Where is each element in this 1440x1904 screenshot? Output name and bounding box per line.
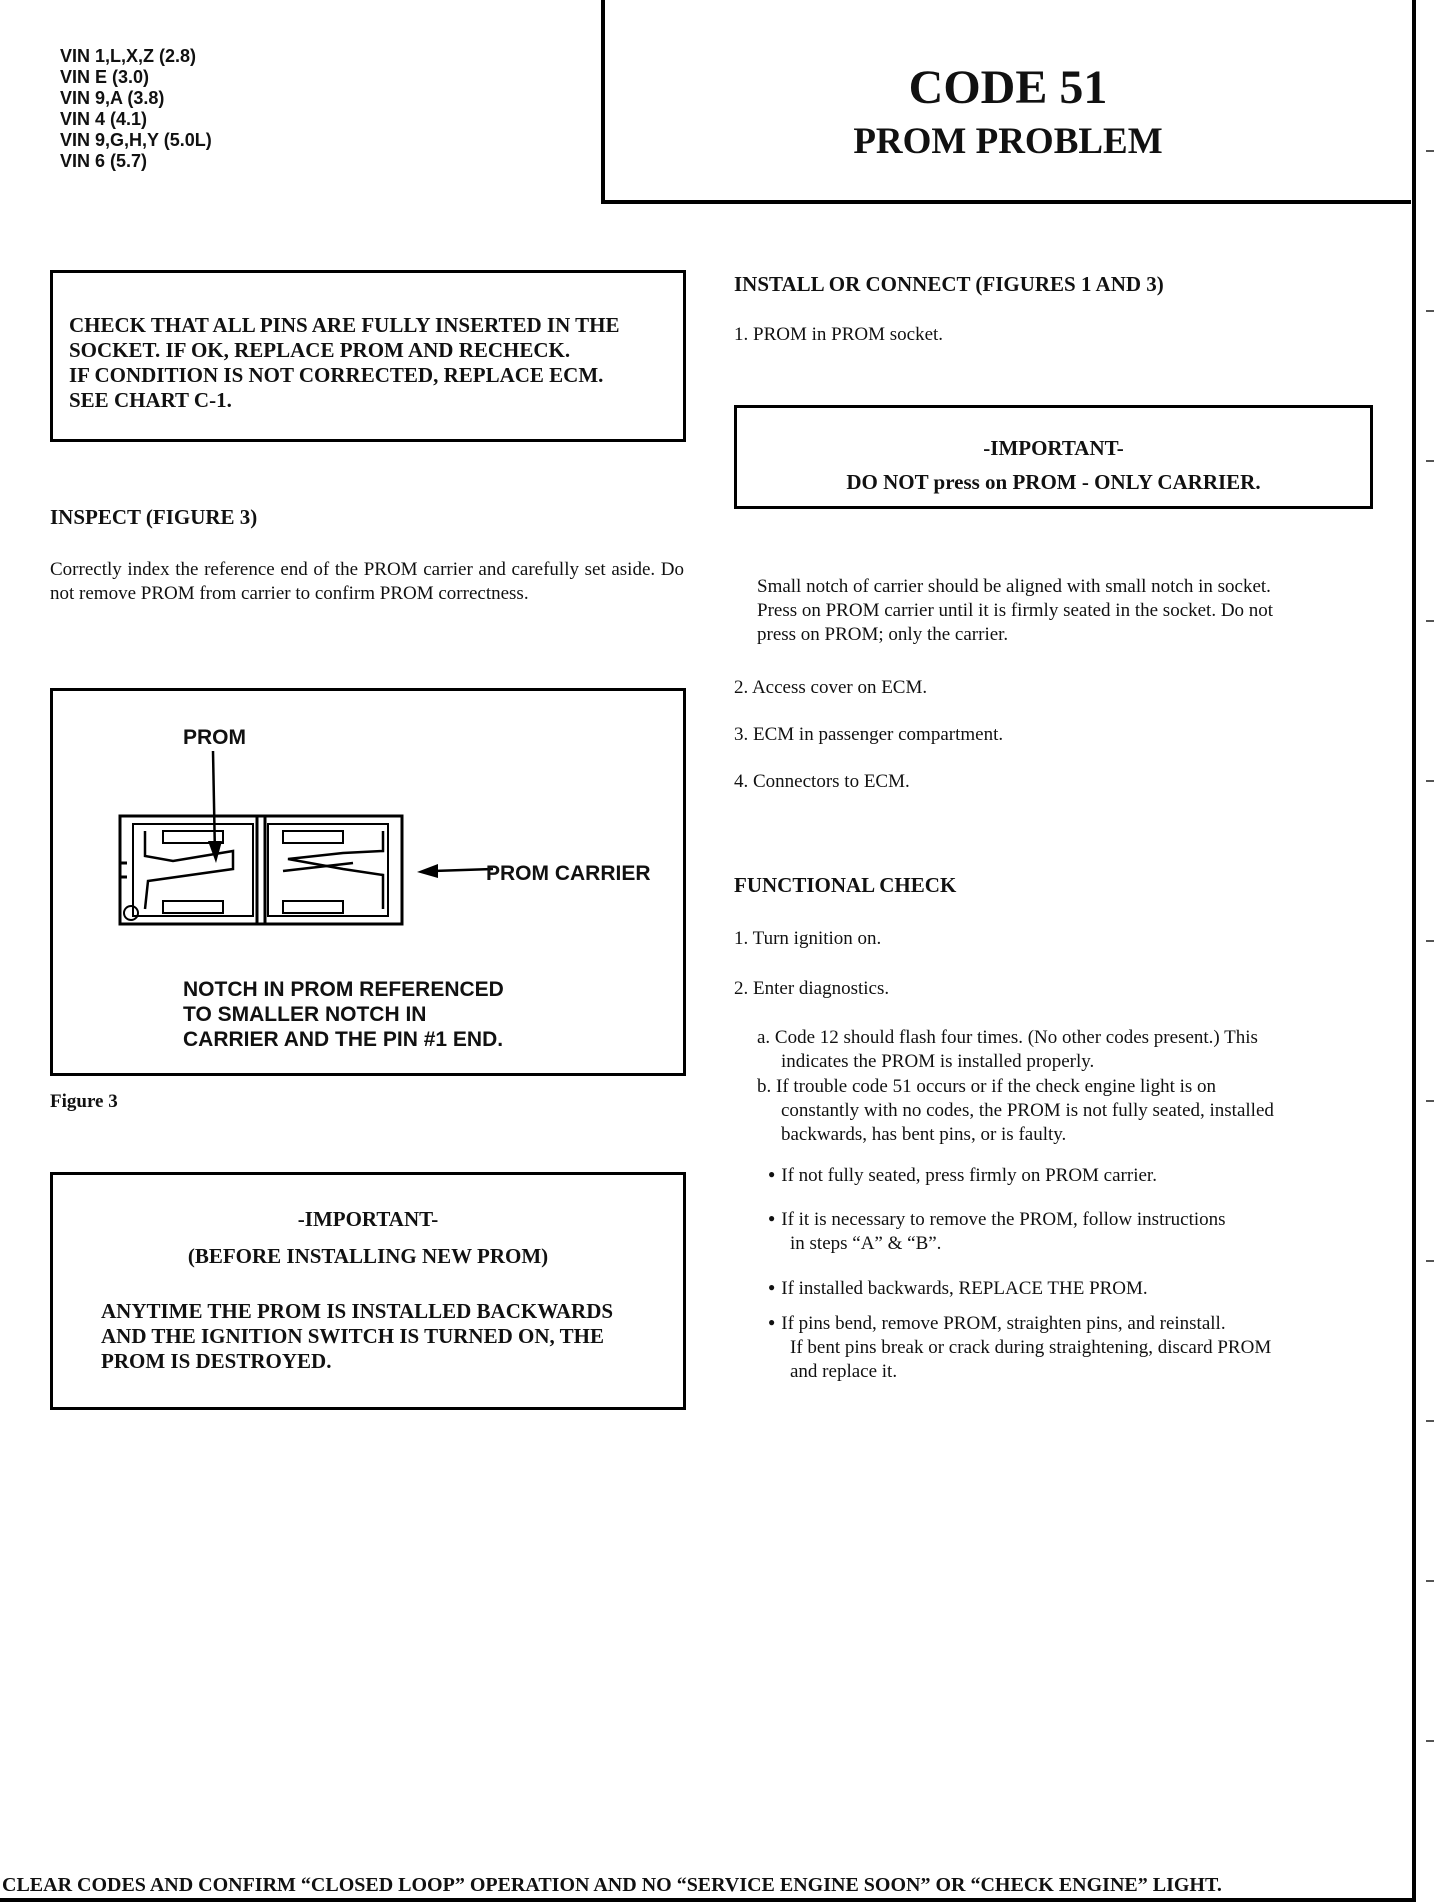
check-line: IF CONDITION IS NOT CORRECTED, REPLACE ECM.	[69, 363, 604, 387]
install-note-line: Press on PROM carrier until it is firmly seated in the socket. Do not	[757, 600, 1274, 621]
functional-step: 1. Turn ignition on.	[734, 928, 882, 949]
bullet-line: If bent pins break or crack during straightening, discard PROM	[790, 1337, 1272, 1358]
margin-tick	[1426, 150, 1434, 152]
margin-tick	[1426, 310, 1434, 312]
substep-line: b. If trouble code 51 occurs or if the check engine light is on	[757, 1076, 1217, 1097]
install-note-line: Small notch of carrier should be aligned with small notch in socket.	[757, 576, 1271, 597]
install-note-line: press on PROM; only the carrier.	[757, 624, 1009, 645]
important-text-line: PROM IS DESTROYED.	[101, 1349, 332, 1373]
prom-carrier-drawing	[120, 816, 402, 924]
substep-line: indicates the PROM is installed properly.	[781, 1051, 1095, 1072]
margin-tick	[1426, 1580, 1434, 1582]
vin-line: VIN 9,G,H,Y (5.0L)	[60, 130, 212, 150]
figure-3-box	[50, 688, 686, 1076]
bullet-line: ● If pins bend, remove PROM, straighten pins, and reinstall.	[768, 1310, 1271, 1336]
prom-pointer-line	[213, 751, 215, 856]
substep-line: a. Code 12 should flash four times. (No other codes present.) This	[757, 1027, 1258, 1048]
notch-text-line: TO SMALLER NOTCH IN	[183, 1003, 427, 1026]
important-text-line: AND THE IGNITION SWITCH IS TURNED ON, THE	[101, 1324, 604, 1348]
margin-tick	[1426, 1100, 1434, 1102]
install-step: 4. Connectors to ECM.	[734, 771, 910, 792]
code-header-box	[601, 0, 1411, 204]
install-heading: INSTALL OR CONNECT (FIGURES 1 AND 3)	[734, 272, 1164, 296]
functional-substep-b	[757, 1075, 1274, 1147]
functional-bullet	[768, 1275, 1148, 1301]
check-instructions-box	[50, 270, 686, 442]
functional-substep-a	[757, 1026, 1258, 1074]
bullet-line: ● If it is necessary to remove the PROM, follow instructions	[768, 1206, 1226, 1232]
check-line: SEE CHART C-1.	[69, 388, 232, 412]
code-title: PROM PROBLEM	[853, 121, 1163, 162]
carrier-pointer-arrowhead	[417, 864, 438, 878]
vin-line: VIN 1,L,X,Z (2.8)	[60, 46, 197, 66]
important-carrier-text: DO NOT press on PROM - ONLY CARRIER.	[846, 470, 1261, 494]
figure-caption: Figure 3	[50, 1091, 118, 1112]
notch-text-line: CARRIER AND THE PIN #1 END.	[183, 1028, 504, 1051]
functional-step: 2. Enter diagnostics.	[734, 978, 890, 999]
important-text-line: ANYTIME THE PROM IS INSTALLED BACKWARDS	[101, 1299, 614, 1323]
substep-line: backwards, has bent pins, or is faulty.	[781, 1124, 1067, 1145]
notch-text-line: NOTCH IN PROM REFERENCED	[183, 978, 504, 1001]
bullet-line: in steps “A” & “B”.	[790, 1233, 942, 1254]
vin-line: VIN 6 (5.7)	[60, 151, 148, 171]
bullet-line: ● If installed backwards, REPLACE THE PROM.	[768, 1275, 1148, 1301]
prom-diagram	[53, 691, 683, 1073]
margin-tick	[1426, 1740, 1434, 1742]
important-subtitle: (BEFORE INSTALLING NEW PROM)	[187, 1244, 549, 1268]
substep-line: constantly with no codes, the PROM is not fully seated, installed	[781, 1100, 1274, 1121]
check-line: CHECK THAT ALL PINS ARE FULLY INSERTED IN THE	[69, 313, 620, 337]
bullet-line: ● If not fully seated, press firmly on PROM carrier.	[768, 1162, 1157, 1188]
margin-tick	[1426, 780, 1434, 782]
margin-tick	[1426, 620, 1434, 622]
bullet-line: and replace it.	[790, 1361, 898, 1382]
carrier-pointer-line	[433, 869, 493, 871]
functional-bullet	[768, 1206, 1226, 1256]
important-title: -IMPORTANT-	[297, 1207, 439, 1231]
vin-list	[60, 46, 212, 172]
check-line: SOCKET. IF OK, REPLACE PROM AND RECHECK.	[69, 338, 571, 362]
margin-tick	[1426, 1420, 1434, 1422]
margin-tick	[1426, 940, 1434, 942]
install-step: 1. PROM in PROM socket.	[734, 324, 944, 345]
important-before-install-box	[50, 1172, 686, 1410]
functional-bullet	[768, 1162, 1157, 1188]
vin-line: VIN 9,A (3.8)	[60, 88, 165, 108]
functional-bullet	[768, 1310, 1271, 1384]
margin-tick	[1426, 460, 1434, 462]
carrier-label: PROM CARRIER	[486, 862, 651, 885]
install-step: 2. Access cover on ECM.	[734, 677, 928, 698]
margin-tick	[1426, 1260, 1434, 1262]
important-carrier-box	[734, 405, 1373, 509]
install-step: 3. ECM in passenger compartment.	[734, 724, 1004, 745]
prom-label: PROM	[183, 726, 246, 749]
inspect-text: Correctly index the reference end of the PROM carrier and carefully set aside. Do not remove PROM from carrier to confirm PROM correctness.	[50, 559, 684, 604]
install-note	[757, 575, 1273, 647]
important-carrier-title: -IMPORTANT-	[983, 436, 1124, 460]
inspect-heading: INSPECT (FIGURE 3)	[50, 505, 258, 529]
functional-heading: FUNCTIONAL CHECK	[734, 873, 957, 897]
footer-instruction: CLEAR CODES AND CONFIRM “CLOSED LOOP” OPERATION AND NO “SERVICE ENGINE SOON” OR “CHECK ENGINE” LIGHT.	[2, 1874, 1222, 1896]
vin-line: VIN 4 (4.1)	[60, 109, 148, 129]
code-number: CODE 51	[908, 61, 1108, 114]
vin-line: VIN E (3.0)	[60, 67, 150, 87]
